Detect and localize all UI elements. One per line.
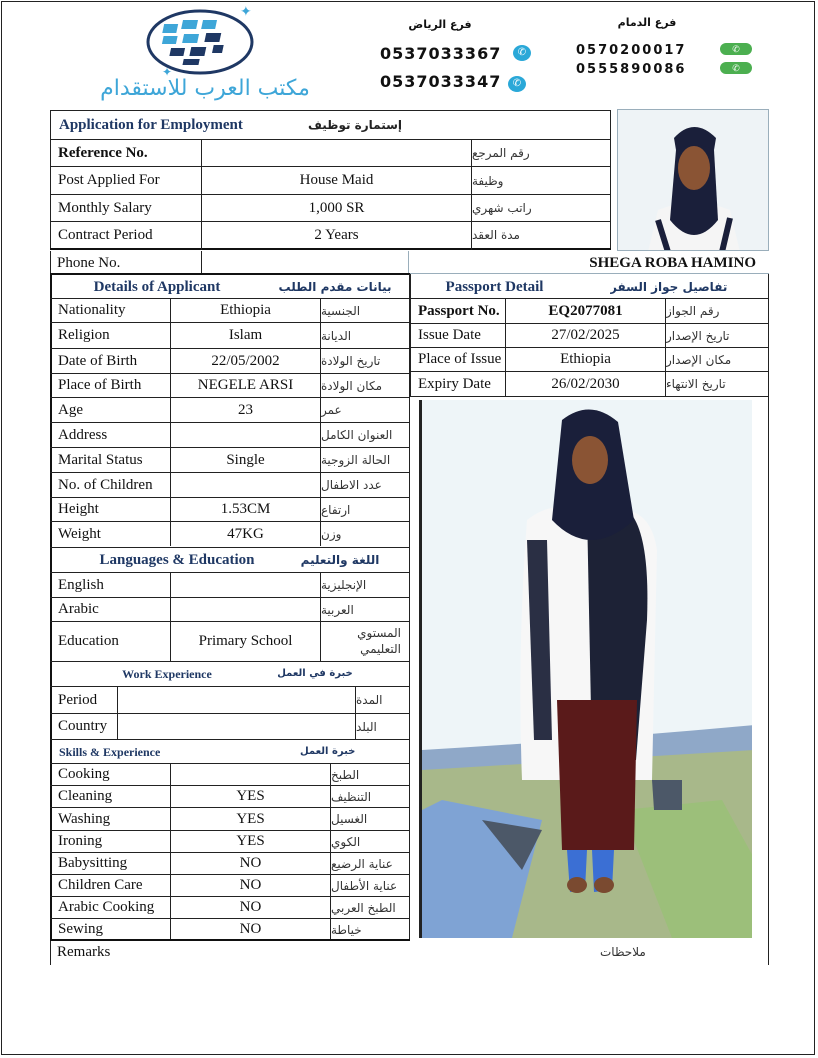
passport-row-label: Place of Issue (418, 351, 502, 367)
skills-row-label-ar: عناية الأطفال (331, 878, 398, 893)
skills-row-value[interactable]: YES (236, 788, 265, 804)
languages-title-en: Languages & Education (99, 551, 255, 568)
passport-row-label-ar: مكان الإصدار (666, 352, 732, 367)
applicant-row-label: No. of Children (58, 476, 153, 493)
applicant-row-label-ar: تاريخ الولادة (321, 354, 381, 368)
languages-row-label: Arabic (58, 601, 99, 617)
table-rule (320, 572, 321, 661)
passport-row-value[interactable]: EQ2077081 (548, 302, 623, 319)
skills-title-ar: خبرة العمل (300, 745, 356, 757)
whatsapp-icon: ✆ (508, 76, 526, 92)
skills-row-label: Ironing (58, 833, 103, 849)
passport-row-value[interactable]: 27/02/2025 (551, 327, 620, 343)
applicant-row-label: Address (58, 426, 108, 443)
applicant-row-label: Weight (58, 525, 101, 542)
form-title-en: Application for Employment (59, 116, 243, 133)
applicant-title-en: Details of Applicant (93, 278, 221, 295)
skills-row-label: Cleaning (58, 788, 113, 804)
top-row-label-ar: وظيفة (472, 173, 504, 188)
languages-row-label-ar: الإنجليزية (321, 578, 367, 592)
applicant-row-label: Place of Birth (58, 377, 142, 393)
passport-title-ar: تفاصيل جواز السفر (610, 280, 728, 294)
table-rule (355, 686, 356, 739)
applicant-row-value[interactable] (171, 423, 320, 447)
applicant-row-label-ar: العنوان الكامل (321, 428, 393, 442)
work-row-label: Period (58, 691, 98, 708)
applicant-name: SHEGA ROBA HAMINO (589, 254, 756, 271)
applicant-row-label-ar: عدد الاطفال (321, 478, 382, 492)
top-row-label-ar: مدة العقد (472, 228, 520, 242)
skills-row-value[interactable]: NO (239, 921, 262, 937)
passport-row-label-ar: رقم الجواز (666, 304, 720, 318)
applicant-row-value[interactable]: 22/05/2002 (211, 352, 280, 369)
applicant-row-value[interactable]: Single (226, 451, 265, 468)
top-row-value[interactable]: 1,000 SR (308, 199, 365, 216)
top-row-label: Post Applied For (58, 172, 160, 188)
company-name: مكتب العرب للاستقدام (100, 76, 310, 101)
phone-icon: ✆ (720, 62, 752, 74)
skills-row-value[interactable]: NO (239, 899, 262, 915)
branch-riyadh-phone-1[interactable]: 0537033367 (380, 44, 502, 63)
languages-row-value[interactable] (171, 573, 320, 597)
company-logo (140, 6, 260, 78)
work-title-ar: خبرة في العمل (277, 668, 353, 679)
languages-row-value[interactable]: Primary School (198, 633, 293, 649)
skills-row-label-ar: عناية الرضيع (331, 856, 393, 871)
table-rule (330, 763, 331, 940)
skills-row-label: Cooking (58, 766, 110, 782)
passport-row-label: Passport No. (418, 302, 500, 319)
branch-riyadh-label: فرع الرياض (408, 18, 472, 31)
languages-row-label-ar: العربية (321, 602, 354, 617)
skills-title-en: Skills & Experience (59, 744, 161, 759)
branch-riyadh-phone-2[interactable]: 0537033347 (380, 72, 502, 91)
remarks-field[interactable] (170, 942, 590, 964)
table-rule (505, 298, 506, 396)
applicant-row-value[interactable]: 1.53CM (220, 501, 271, 517)
passport-row-value[interactable]: Ethiopia (560, 351, 611, 367)
applicant-portrait-photo (617, 109, 769, 251)
work-row-value[interactable] (118, 714, 355, 739)
table-rule (170, 298, 171, 546)
applicant-row-label: Religion (58, 327, 110, 343)
top-row-label: Monthly Salary (58, 199, 152, 216)
table-rule (170, 763, 171, 940)
applicant-row-value[interactable]: NEGELE ARSI (197, 377, 294, 393)
languages-row-label-ar: المستوي التعليمي (357, 625, 401, 656)
passport-row-label: Issue Date (418, 327, 481, 343)
top-row-label: Reference No. (58, 144, 148, 161)
skills-row-value[interactable]: YES (236, 810, 265, 827)
phone-icon: ✆ (720, 43, 752, 55)
languages-row-label: Education (58, 633, 119, 649)
skills-row-label: Babysitting (58, 855, 128, 871)
form-title-ar: إستمارة توظيف (307, 118, 403, 132)
passport-row-value[interactable]: 26/02/2030 (551, 375, 620, 392)
remarks-label-ar: ملاحظات (600, 945, 646, 959)
languages-title-ar: اللغة والتعليم (300, 553, 380, 567)
skills-row-value[interactable]: NO (239, 877, 262, 893)
applicant-row-label-ar: الديانة (321, 328, 352, 343)
skills-row-label-ar: الغسيل (331, 812, 368, 826)
skills-row-label-ar: الطبخ العربي (331, 900, 396, 915)
phone-field[interactable] (202, 252, 408, 274)
whatsapp-icon: ✆ (513, 45, 531, 61)
languages-row-label: English (58, 576, 104, 593)
applicant-row-label-ar: وزن (321, 527, 342, 541)
top-row-label: Contract Period (58, 226, 153, 243)
passport-row-label-ar: تاريخ الانتهاء (666, 377, 726, 391)
applicant-row-label-ar: مكان الولادة (321, 378, 383, 393)
work-row-value[interactable] (118, 687, 355, 713)
work-row-label-ar: البلد (356, 719, 377, 734)
table-rule (117, 686, 118, 739)
top-row-value[interactable]: 2 Years (314, 226, 359, 243)
passport-title-en: Passport Detail (445, 278, 544, 295)
applicant-full-body-photo (419, 400, 752, 938)
svg-text:✦: ✦ (162, 65, 173, 78)
applicant-row-label-ar: ارتفاع (321, 502, 351, 517)
skills-row-label-ar: خياطة (331, 922, 362, 937)
work-title-en: Work Experience (122, 667, 212, 681)
table-rule (320, 298, 321, 546)
passport-row-label: Expiry Date (418, 375, 491, 392)
table-rule (665, 298, 666, 396)
skills-row-label-ar: الكوي (331, 834, 361, 849)
applicant-row-value[interactable] (171, 473, 320, 497)
applicant-row-label: Marital Status (58, 451, 143, 468)
applicant-row-label-ar: عمر (321, 403, 342, 417)
applicant-row-label: Date of Birth (58, 352, 138, 369)
skills-row-label: Washing (58, 810, 111, 827)
skills-row-label: Arabic Cooking (58, 899, 155, 915)
applicant-row-label: Height (58, 501, 99, 517)
languages-row-value[interactable] (171, 598, 320, 621)
skills-row-value[interactable] (171, 764, 330, 785)
table-rule (410, 396, 769, 397)
applicant-row-label-ar: الحالة الزوجية (321, 453, 391, 467)
top-row-label-ar: رقم المرجع (472, 146, 530, 160)
skills-row-label-ar: الطبخ (331, 767, 360, 782)
top-row-label-ar: راتب شهري (472, 201, 532, 215)
applicant-row-value[interactable]: 47KG (227, 525, 264, 542)
work-row-label-ar: المدة (356, 693, 383, 707)
applicant-row-value[interactable]: 23 (238, 401, 253, 418)
remarks-label: Remarks (57, 943, 111, 960)
table-rule (768, 396, 769, 941)
skills-row-label: Sewing (58, 921, 103, 937)
branch-dammam-phone-2[interactable]: 0555890086 (576, 62, 687, 77)
skills-row-label: Children Care (58, 877, 143, 893)
table-rule (170, 572, 171, 661)
skills-row-value[interactable]: NO (239, 855, 262, 871)
branch-dammam-label: فرع الدمام (617, 16, 677, 29)
phone-label: Phone No. (57, 254, 121, 271)
applicant-row-value[interactable]: Islam (228, 327, 263, 343)
applicant-row-label: Age (58, 401, 83, 418)
top-row-value[interactable]: House Maid (299, 172, 374, 188)
applicant-row-label-ar: الجنسية (321, 303, 361, 318)
applicant-row-label: Nationality (58, 302, 126, 318)
skills-row-value[interactable]: YES (236, 833, 265, 849)
passport-row-label-ar: تاريخ الإصدار (666, 328, 730, 343)
globe-logo-icon (140, 6, 260, 78)
skills-row-label-ar: التنظيف (331, 789, 372, 804)
applicant-row-value[interactable]: Ethiopia (220, 302, 271, 318)
applicant-title-ar: بيانات مقدم الطلب (278, 280, 392, 294)
work-row-label: Country (58, 718, 108, 734)
branch-dammam-phone-1[interactable]: 0570200017 (576, 43, 687, 58)
svg-text:✦: ✦ (240, 6, 252, 20)
top-row-value[interactable] (202, 140, 471, 166)
